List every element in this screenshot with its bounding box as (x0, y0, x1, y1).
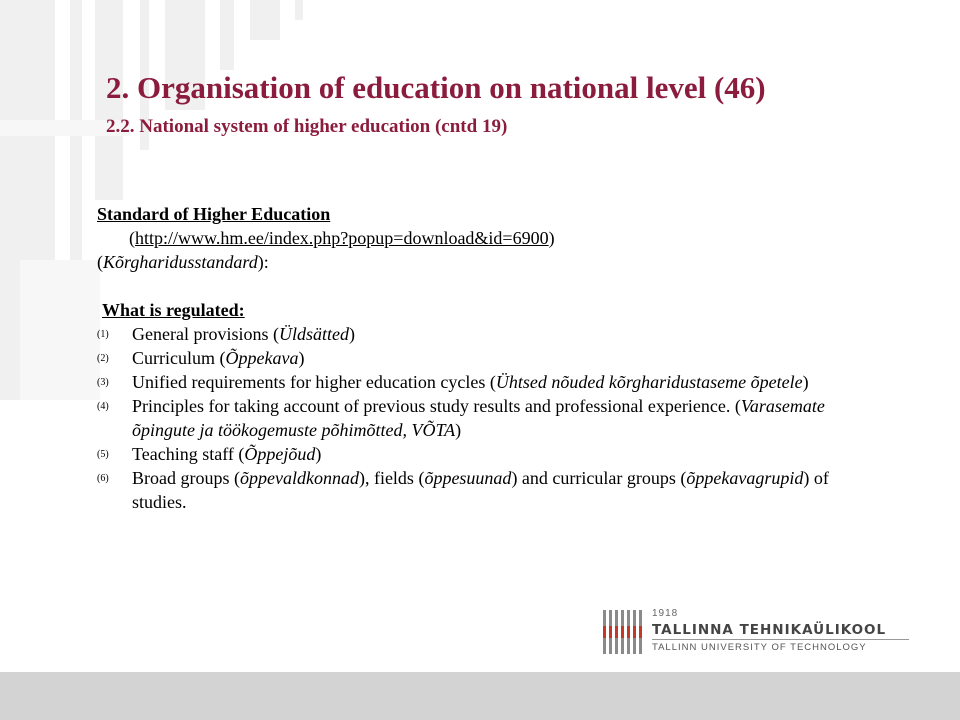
list-item (97, 346, 877, 370)
list-item-close: ) (348, 324, 355, 344)
list-item-text: ), fields ( (358, 468, 425, 488)
list-item-native-term: Varasemate õpingute ja töökogemuste põhimõtted, VÕTA (132, 396, 825, 440)
list-item-native-term: Õppekava (225, 348, 299, 368)
university-logo (603, 608, 909, 656)
list-item-native-term: õppekavagrupid (686, 468, 804, 488)
list-item-close: ) (455, 420, 462, 440)
regulated-list (97, 322, 877, 514)
list-item-text: Unified requirements for higher education cycles ( (132, 372, 496, 392)
list-item-text: General provisions ( (132, 324, 279, 344)
list-item-number: (4) (97, 401, 109, 412)
list-item (97, 370, 877, 394)
list-item-text: Principles for taking account of previous study results and professional experience. ( (132, 396, 741, 416)
standard-url-line (97, 226, 877, 250)
standard-heading: Standard of Higher Education (97, 204, 331, 224)
native-name-text: Kõrgharidusstandard (103, 252, 258, 272)
list-item-native-term: Üldsätted (278, 324, 349, 344)
list-item (97, 466, 877, 514)
footer-band (0, 672, 960, 720)
list-item-text: Teaching staff ( (132, 444, 245, 464)
url-open-paren: ( (129, 228, 135, 248)
list-item-text: ) and curricular groups ( (511, 468, 687, 488)
list-item-number: (2) (97, 353, 109, 364)
regulated-heading: What is regulated: (102, 300, 245, 320)
list-item-close: ) (315, 444, 322, 464)
logo-name: TALLINNA TEHNIKAÜLIKOOL (652, 622, 887, 638)
list-item-text: Broad groups ( (132, 468, 240, 488)
list-item-number: (6) (97, 473, 109, 484)
list-item-native-term: õppevaldkonnad (239, 468, 359, 488)
list-item-text: Curriculum ( (132, 348, 226, 368)
list-item-number: (5) (97, 449, 109, 460)
standard-native-name (97, 250, 877, 274)
slide-subtitle: 2.2. National system of higher education (cntd 19) (106, 116, 508, 137)
url-close-paren: ) (548, 228, 555, 248)
list-item-native-term: Õppejõud (244, 444, 316, 464)
list-item-number: (1) (97, 329, 109, 340)
list-item-native-term: Ühtsed nõuded kõrgharidustaseme õpetele (495, 372, 803, 392)
list-item (97, 322, 877, 346)
logo-english-name: TALLINN UNIVERSITY OF TECHNOLOGY (652, 642, 867, 653)
logo-year: 1918 (652, 608, 679, 619)
slide-content (97, 202, 877, 514)
list-item-native-term: õppesuunad (424, 468, 512, 488)
list-item (97, 442, 877, 466)
slide-title: 2. Organisation of education on national level (46) (106, 70, 766, 105)
logo-bars-icon (603, 610, 643, 654)
list-item (97, 394, 877, 442)
list-item-close: ) (802, 372, 809, 392)
list-item-number: (3) (97, 377, 109, 388)
list-item-close: ) of studies. (132, 468, 829, 512)
native-close-paren: ): (257, 252, 269, 272)
logo-divider (652, 639, 909, 640)
list-item-close: ) (298, 348, 305, 368)
standard-url-link[interactable]: http://www.hm.ee/index.php?popup=download&id=6900 (135, 228, 549, 248)
native-open-paren: ( (97, 252, 103, 272)
spacer (97, 274, 877, 298)
